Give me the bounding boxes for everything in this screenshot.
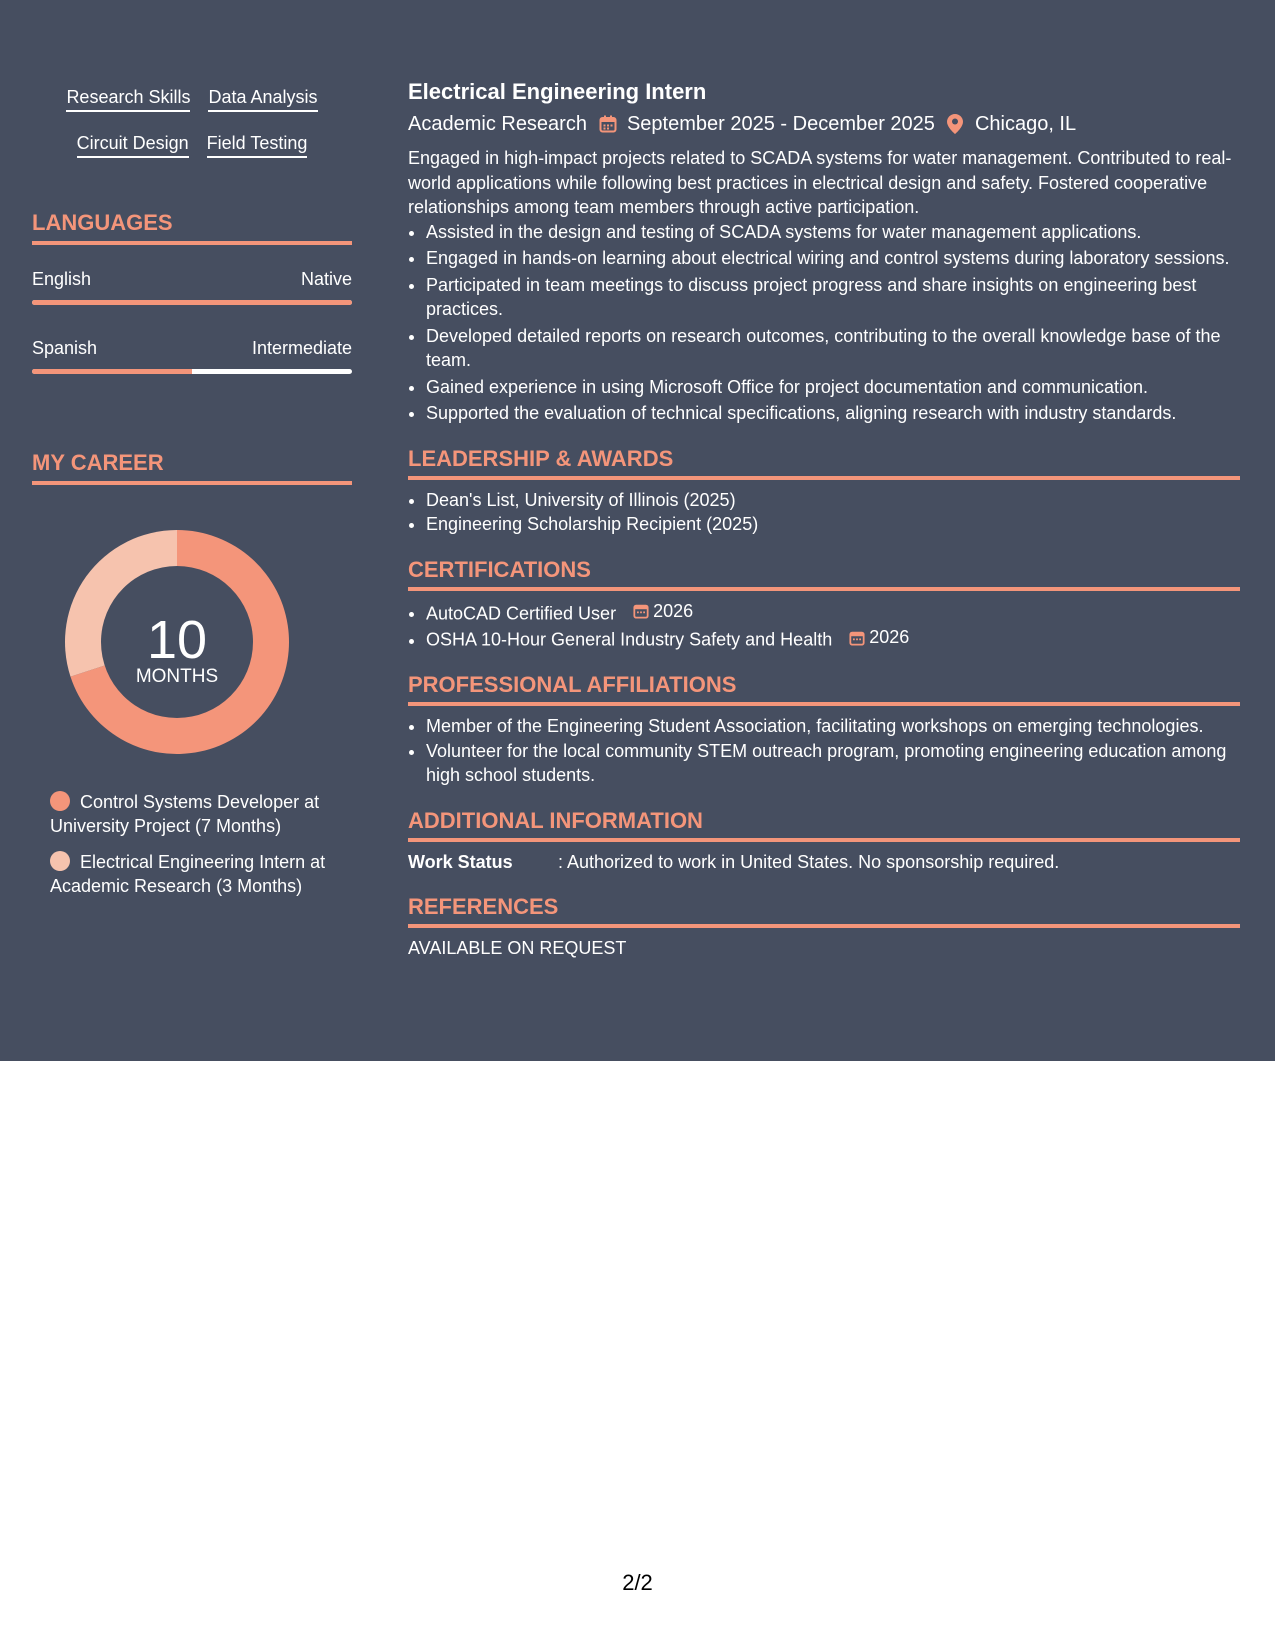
references-heading: REFERENCES	[408, 894, 1240, 928]
language-level: Intermediate	[251, 338, 352, 358]
list-item: • Participated in team meetings to discuss project progress and share insights on engineering best practices.	[426, 273, 1240, 322]
main-content	[408, 78, 1240, 960]
list-item: • Gained experience in using Microsoft Office for project documentation and communication.	[426, 375, 1240, 400]
list-item: • Member of the Engineering Student Association, facilitating workshops on emerging technologies.	[426, 714, 1240, 739]
list-item	[426, 625, 1240, 652]
legend-item	[50, 790, 330, 838]
job-company: Academic Research	[408, 113, 587, 135]
job-summary: Engaged in high-impact projects related to SCADA systems for water management. Contributed to real-world applications while following best practices in electrical design and safety. Fostered cooperative relationships among team members through active participation.	[408, 148, 1232, 217]
language-bar	[32, 369, 352, 374]
certifications-list	[408, 599, 1240, 653]
references-text: AVAILABLE ON REQUEST	[408, 937, 627, 958]
affiliations-heading: PROFESSIONAL AFFILIATIONS	[408, 672, 1240, 706]
language-level: Native	[300, 269, 352, 289]
location-pin-icon	[947, 114, 963, 134]
calendar-icon	[849, 630, 865, 646]
language-row	[32, 337, 352, 359]
job-dates: September 2025 - December 2025	[626, 113, 935, 135]
certifications-heading: CERTIFICATIONS	[408, 557, 1240, 591]
list-item: • Dean's List, University of Illinois (2025)	[426, 488, 1240, 513]
languages-heading: LANGUAGES	[32, 210, 352, 245]
list-item: • Engineering Scholarship Recipient (2025)	[426, 512, 1240, 537]
language-row	[32, 268, 352, 290]
language-bar-fill	[32, 369, 192, 374]
cert-year: 2026	[869, 627, 910, 648]
work-status-value: : Authorized to work in United States. No sponsorship required.	[558, 851, 1060, 872]
sidebar	[32, 0, 352, 1061]
legend-label: Electrical Engineering Intern at Academic Research (3 Months)	[50, 852, 326, 896]
legend-item	[50, 850, 330, 898]
language-bar	[32, 300, 352, 305]
leadership-list	[408, 488, 1240, 537]
career-legend	[50, 790, 330, 910]
calendar-icon	[633, 603, 649, 619]
skills-row-1	[32, 86, 352, 112]
job-location: Chicago, IL	[974, 113, 1077, 135]
job-title: Electrical Engineering Intern	[408, 79, 707, 104]
language-bar-fill	[32, 300, 352, 305]
calendar-icon	[599, 115, 617, 133]
skills-row-2	[32, 132, 352, 158]
list-item: • Supported the evaluation of technical specifications, aligning research with industry standards.	[426, 401, 1240, 426]
work-status	[408, 850, 1240, 874]
legend-dot	[50, 851, 70, 871]
skill-tag: Data Analysis	[208, 86, 317, 112]
language-item	[32, 268, 352, 305]
cert-year: 2026	[653, 600, 694, 621]
skill-tag: Field Testing	[207, 132, 308, 158]
career-heading: MY CAREER	[32, 450, 352, 485]
list-item: • Assisted in the design and testing of SCADA systems for water management applications.	[426, 220, 1240, 245]
list-item: • Engaged in hands-on learning about electrical wiring and control systems during laboratory sessions.	[426, 246, 1240, 271]
leadership-heading: LEADERSHIP & AWARDS	[408, 446, 1240, 480]
language-item	[32, 337, 352, 374]
cert-name: OSHA 10-Hour General Industry Safety and Health	[426, 629, 833, 650]
skill-tag: Circuit Design	[77, 132, 189, 158]
career-total-number: 10	[146, 610, 208, 670]
list-item: • Developed detailed reports on research outcomes, contributing to the overall knowledge base of the team.	[426, 324, 1240, 373]
career-donut-chart	[65, 530, 289, 754]
language-name: Spanish	[32, 338, 98, 358]
cert-name: AutoCAD Certified User	[426, 602, 617, 623]
page-number: 2/2	[622, 1570, 653, 1595]
job-duties	[408, 220, 1240, 426]
career-total-unit: MONTHS	[135, 666, 219, 687]
affiliations-list	[408, 714, 1240, 788]
additional-heading: ADDITIONAL INFORMATION	[408, 808, 1240, 842]
language-name: English	[32, 269, 92, 289]
job-meta	[408, 110, 1240, 138]
skill-tag: Research Skills	[66, 86, 190, 112]
work-status-label: Work Status	[408, 851, 513, 872]
skills-list	[32, 86, 352, 178]
legend-label: Control Systems Developer at University Project (7 Months)	[50, 792, 320, 836]
list-item	[426, 599, 1240, 626]
legend-dot	[50, 791, 70, 811]
list-item: • Volunteer for the local community STEM outreach program, promoting engineering education among high school students.	[426, 739, 1240, 788]
